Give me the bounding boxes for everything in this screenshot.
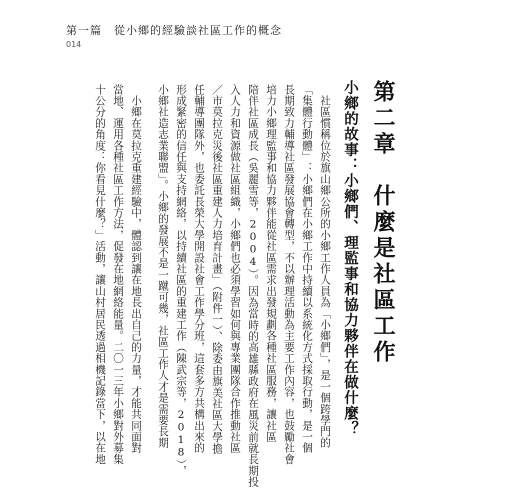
body-text-column: 長期致力輔導社區發展協會轉型，不以辦理活動為主要工作內容，也鼓勵社會 <box>283 84 295 465</box>
body-text-column: 培力小鄉理監事和協力夥伴能從社區需求出發規劃各種社區服務，讓社區 <box>265 84 277 443</box>
body-text-column: 陪伴社區成長（吳麗雪等，2004）。因為當時的高雄縣政府在風災前就長期投 <box>247 84 259 488</box>
section-title: 小鄉的故事：小鄉們、理監事和協力夥伴在做什麼？ <box>342 80 358 437</box>
page-number: 014 <box>66 40 82 49</box>
body-text-column: 社區慣稱位於旗山鄉公所的小鄉工作人員為「小鄉們」，是一個跨學門的 <box>319 84 331 449</box>
chapter-title: 第二章 什麼是社區工作 <box>370 80 396 366</box>
header-part-label: 第一篇 <box>66 24 102 37</box>
body-text-column: 小鄉在莫拉克重建經驗中，體認到讓在地長出自己的力量，才能共同面對 <box>130 84 142 454</box>
body-text-column: 任輔導團隊外，也委託長榮大學開設社會工作學分班，這套多方共構出來的 <box>193 84 205 454</box>
header-part-title: 從小鄉的經驗談社區工作的概念 <box>114 24 282 37</box>
body-text-column: 形成緊密的信任與支持網絡，以持續社區的重建工作（陳武宗等，2018）， <box>175 84 187 477</box>
body-text-column: 入人力和資源做社區組織，小鄉們也必須學習如何與專業團隊合作推動社區 <box>229 84 241 454</box>
body-text-column: ／市莫拉克災後社區重建人力培育計畫」（附件一）、除委由旗美社區大學擔 <box>211 84 223 455</box>
running-header <box>66 24 282 38</box>
body-text-column: 「集體行動體」：小鄉們在小鄉工作中持續以系統化方式採取行動，是一個 <box>301 84 313 454</box>
body-text-column: 當地、運用各種社區工作方法，促發在地網絡能量。二〇一三年小鄉對外募集 <box>112 84 124 465</box>
body-text-column: 小鄉社造志業聯盟」。小鄉的發展不是一蹴可幾，社區工作人才是需要長期 <box>157 84 169 449</box>
body-text-column: 十公分的角度：你看見什麼？」活動，讓山村居民透過相機記錄當下，以在地 <box>94 84 106 465</box>
